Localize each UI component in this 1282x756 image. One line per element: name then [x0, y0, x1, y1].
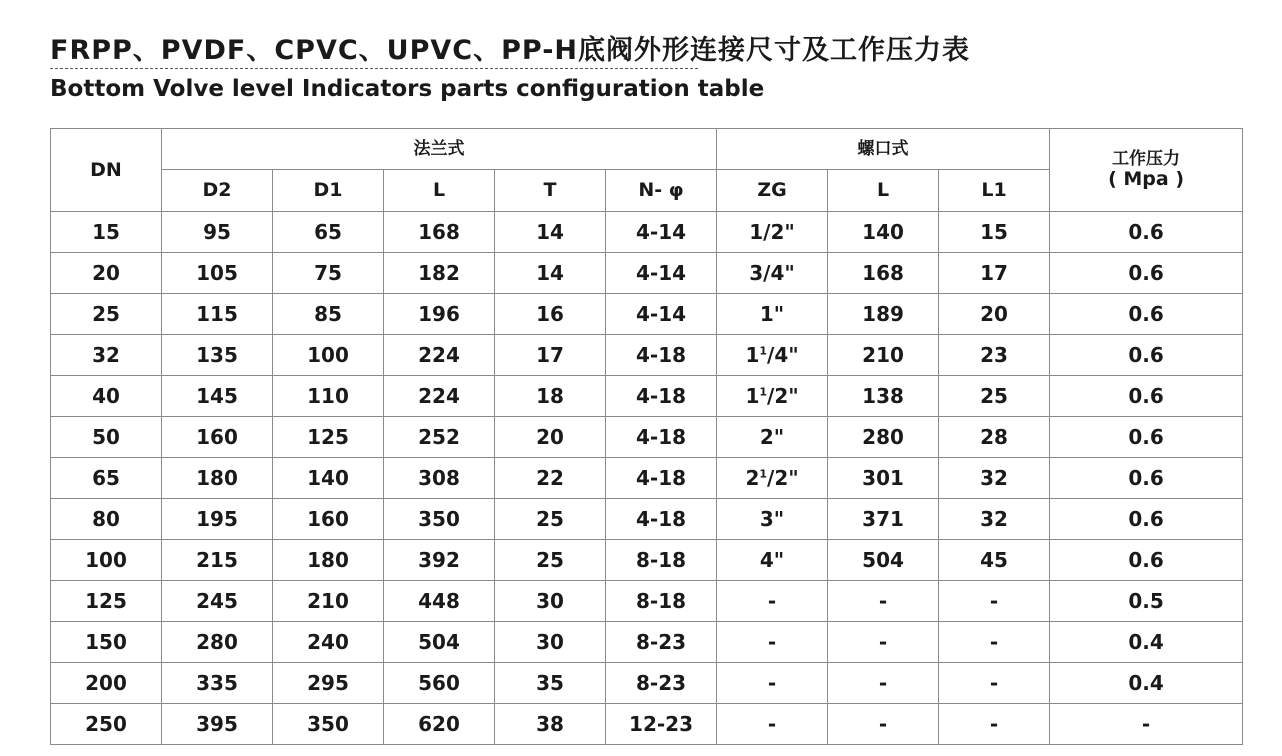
cell-d2: 395	[162, 704, 273, 745]
cell-d1: 240	[273, 622, 384, 663]
cell-l: 620	[384, 704, 495, 745]
cell-dn: 50	[51, 417, 162, 458]
page-subtitle: Bottom Volve level Indicators parts configuration table	[50, 76, 765, 102]
cell-dn: 65	[51, 458, 162, 499]
cell-d2: 245	[162, 581, 273, 622]
cell-t: 17	[495, 335, 606, 376]
cell-d1: 75	[273, 253, 384, 294]
cell-d1: 65	[273, 212, 384, 253]
cell-l: 224	[384, 376, 495, 417]
table-row	[51, 581, 1243, 622]
cell-pressure: 0.4	[1050, 663, 1243, 704]
cell-t: 35	[495, 663, 606, 704]
zg-main: -	[767, 630, 777, 654]
cell-l: 350	[384, 499, 495, 540]
table-row	[51, 622, 1243, 663]
cell-l: 392	[384, 540, 495, 581]
header-t: T	[495, 170, 606, 212]
cell-l1: -	[939, 663, 1050, 704]
header-l1: L1	[939, 170, 1050, 212]
cell-d2: 335	[162, 663, 273, 704]
header-pressure	[1050, 129, 1243, 212]
cell-thread-l: 371	[828, 499, 939, 540]
cell-dn: 20	[51, 253, 162, 294]
cell-l1: 25	[939, 376, 1050, 417]
cell-zg	[717, 212, 828, 253]
cell-dn: 200	[51, 663, 162, 704]
cell-l1: 28	[939, 417, 1050, 458]
cell-pressure: 0.6	[1050, 499, 1243, 540]
cell-l: 504	[384, 622, 495, 663]
cell-thread-l: 280	[828, 417, 939, 458]
cell-t: 22	[495, 458, 606, 499]
header-dn: DN	[51, 129, 162, 212]
cell-n-phi: 4-14	[606, 253, 717, 294]
cell-t: 30	[495, 581, 606, 622]
table-row	[51, 458, 1243, 499]
table-row	[51, 335, 1243, 376]
cell-t: 14	[495, 253, 606, 294]
cell-pressure: 0.6	[1050, 335, 1243, 376]
cell-pressure: 0.6	[1050, 540, 1243, 581]
cell-l1: -	[939, 704, 1050, 745]
cell-thread-l: -	[828, 663, 939, 704]
cell-pressure: 0.5	[1050, 581, 1243, 622]
zg-main: -	[767, 712, 777, 736]
zg-superscript: 1	[759, 385, 768, 399]
cell-dn: 80	[51, 499, 162, 540]
zg-main: -	[767, 671, 777, 695]
cell-d2: 280	[162, 622, 273, 663]
zg-rest: /4"	[767, 343, 799, 367]
zg-main: 3"	[759, 507, 785, 531]
cell-thread-l: 138	[828, 376, 939, 417]
cell-t: 20	[495, 417, 606, 458]
cell-zg	[717, 458, 828, 499]
cell-d1: 295	[273, 663, 384, 704]
cell-l1: 32	[939, 458, 1050, 499]
cell-l: 308	[384, 458, 495, 499]
cell-d1: 210	[273, 581, 384, 622]
cell-l1: 23	[939, 335, 1050, 376]
cell-l1: 32	[939, 499, 1050, 540]
title-divider	[50, 68, 698, 69]
cell-pressure: 0.6	[1050, 253, 1243, 294]
cell-pressure: 0.6	[1050, 417, 1243, 458]
zg-superscript: 1	[759, 467, 768, 481]
cell-l: 560	[384, 663, 495, 704]
zg-main: 1"	[759, 302, 785, 326]
table-row	[51, 417, 1243, 458]
cell-thread-l: 168	[828, 253, 939, 294]
cell-zg	[717, 499, 828, 540]
cell-l1: 45	[939, 540, 1050, 581]
cell-dn: 125	[51, 581, 162, 622]
table-row	[51, 376, 1243, 417]
cell-d1: 110	[273, 376, 384, 417]
cell-zg	[717, 335, 828, 376]
header-l: L	[384, 170, 495, 212]
zg-superscript: 1	[759, 344, 768, 358]
zg-main: 3/4"	[749, 261, 795, 285]
cell-dn: 25	[51, 294, 162, 335]
cell-l1: -	[939, 581, 1050, 622]
cell-pressure: 0.6	[1050, 458, 1243, 499]
cell-n-phi: 4-18	[606, 335, 717, 376]
cell-pressure: 0.6	[1050, 294, 1243, 335]
cell-thread-l: 140	[828, 212, 939, 253]
zg-main: 2"	[759, 425, 785, 449]
cell-l: 168	[384, 212, 495, 253]
table-row	[51, 499, 1243, 540]
cell-n-phi: 4-18	[606, 376, 717, 417]
cell-t: 14	[495, 212, 606, 253]
header-pressure-label: 工作压力	[1112, 149, 1181, 170]
cell-d2: 115	[162, 294, 273, 335]
zg-rest: /2"	[767, 466, 799, 490]
zg-main: -	[767, 589, 777, 613]
cell-pressure: 0.6	[1050, 376, 1243, 417]
cell-t: 18	[495, 376, 606, 417]
cell-d2: 180	[162, 458, 273, 499]
cell-thread-l: 504	[828, 540, 939, 581]
spec-table	[50, 128, 1243, 745]
cell-dn: 32	[51, 335, 162, 376]
cell-d1: 160	[273, 499, 384, 540]
cell-d2: 195	[162, 499, 273, 540]
cell-l1: 20	[939, 294, 1050, 335]
cell-zg	[717, 581, 828, 622]
cell-d2: 135	[162, 335, 273, 376]
cell-dn: 250	[51, 704, 162, 745]
cell-n-phi: 4-18	[606, 458, 717, 499]
cell-d2: 95	[162, 212, 273, 253]
table-row	[51, 294, 1243, 335]
cell-n-phi: 8-18	[606, 540, 717, 581]
cell-thread-l: -	[828, 581, 939, 622]
cell-n-phi: 4-18	[606, 499, 717, 540]
table-row	[51, 663, 1243, 704]
zg-main: 4"	[759, 548, 785, 572]
cell-n-phi: 4-18	[606, 417, 717, 458]
table-row	[51, 540, 1243, 581]
table-row	[51, 212, 1243, 253]
header-thread-l: L	[828, 170, 939, 212]
cell-l1: 15	[939, 212, 1050, 253]
cell-l: 448	[384, 581, 495, 622]
cell-l: 196	[384, 294, 495, 335]
zg-main: 1	[745, 384, 760, 408]
cell-t: 16	[495, 294, 606, 335]
zg-main: 1/2"	[749, 220, 795, 244]
cell-d2: 145	[162, 376, 273, 417]
cell-zg	[717, 253, 828, 294]
cell-pressure: 0.6	[1050, 212, 1243, 253]
cell-d1: 85	[273, 294, 384, 335]
cell-zg	[717, 663, 828, 704]
header-flange-group: 法兰式	[162, 129, 717, 170]
cell-d1: 180	[273, 540, 384, 581]
header-d2: D2	[162, 170, 273, 212]
cell-pressure: 0.4	[1050, 622, 1243, 663]
header-d1: D1	[273, 170, 384, 212]
cell-n-phi: 4-14	[606, 212, 717, 253]
cell-d2: 160	[162, 417, 273, 458]
cell-zg	[717, 622, 828, 663]
cell-d1: 350	[273, 704, 384, 745]
cell-l: 252	[384, 417, 495, 458]
cell-dn: 40	[51, 376, 162, 417]
cell-l1: 17	[939, 253, 1050, 294]
cell-t: 25	[495, 540, 606, 581]
cell-pressure: -	[1050, 704, 1243, 745]
cell-d2: 105	[162, 253, 273, 294]
cell-n-phi: 12-23	[606, 704, 717, 745]
cell-l: 224	[384, 335, 495, 376]
cell-zg	[717, 540, 828, 581]
cell-n-phi: 8-23	[606, 622, 717, 663]
cell-thread-l: 189	[828, 294, 939, 335]
cell-zg	[717, 704, 828, 745]
table-row	[51, 253, 1243, 294]
cell-t: 38	[495, 704, 606, 745]
cell-n-phi: 8-18	[606, 581, 717, 622]
cell-zg	[717, 294, 828, 335]
cell-dn: 150	[51, 622, 162, 663]
cell-d1: 140	[273, 458, 384, 499]
cell-t: 30	[495, 622, 606, 663]
cell-l: 182	[384, 253, 495, 294]
cell-n-phi: 8-23	[606, 663, 717, 704]
table-row	[51, 704, 1243, 745]
cell-d1: 100	[273, 335, 384, 376]
cell-n-phi: 4-14	[606, 294, 717, 335]
zg-main: 2	[745, 466, 760, 490]
cell-dn: 15	[51, 212, 162, 253]
cell-dn: 100	[51, 540, 162, 581]
cell-thread-l: -	[828, 622, 939, 663]
cell-d1: 125	[273, 417, 384, 458]
cell-t: 25	[495, 499, 606, 540]
cell-d2: 215	[162, 540, 273, 581]
zg-rest: /2"	[767, 384, 799, 408]
cell-thread-l: 301	[828, 458, 939, 499]
cell-thread-l: 210	[828, 335, 939, 376]
header-zg: ZG	[717, 170, 828, 212]
cell-zg	[717, 417, 828, 458]
zg-main: 1	[745, 343, 760, 367]
cell-l1: -	[939, 622, 1050, 663]
header-n-phi: N- φ	[606, 170, 717, 212]
page-title: FRPP、PVDF、CPVC、UPVC、PP-H底阀外形连接尺寸及工作压力表	[50, 35, 970, 66]
cell-thread-l: -	[828, 704, 939, 745]
header-pressure-unit: ( Mpa )	[1108, 167, 1185, 190]
header-thread-group: 螺口式	[717, 129, 1050, 170]
cell-zg	[717, 376, 828, 417]
